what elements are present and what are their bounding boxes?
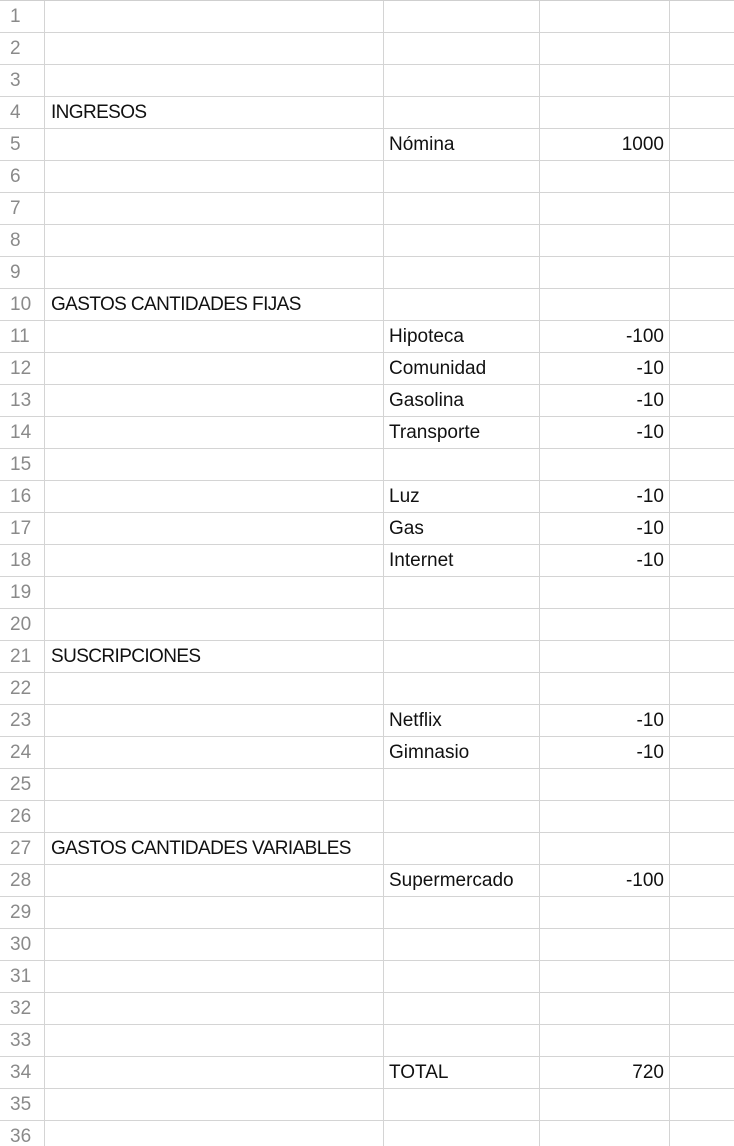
cell-column-b[interactable] (383, 65, 539, 96)
table-row (0, 129, 734, 161)
table-row (0, 929, 734, 961)
cell-column-b[interactable] (383, 33, 539, 64)
cell-column-c[interactable]: -10 (539, 353, 669, 384)
cell-column-d[interactable] (669, 1057, 734, 1088)
cell-column-a[interactable] (44, 65, 383, 96)
cell-column-d[interactable] (669, 321, 734, 352)
cell-column-c[interactable] (539, 673, 669, 704)
cell-column-d[interactable] (669, 225, 734, 256)
cell-column-d[interactable] (669, 769, 734, 800)
cell-column-b[interactable] (383, 1, 539, 32)
cell-column-b[interactable] (383, 577, 539, 608)
table-row (0, 1, 734, 33)
row-header[interactable]: 26 (0, 801, 44, 832)
cell-column-d[interactable] (669, 897, 734, 928)
cell-column-d[interactable] (669, 449, 734, 480)
cell-column-c[interactable] (539, 193, 669, 224)
table-row (0, 1025, 734, 1057)
cell-column-c[interactable] (539, 993, 669, 1024)
row-header[interactable]: 8 (0, 225, 44, 256)
table-row (0, 769, 734, 801)
cell-column-c[interactable] (539, 1121, 669, 1146)
cell-column-d[interactable] (669, 929, 734, 960)
row-header[interactable]: 36 (0, 1121, 44, 1146)
cell-column-b[interactable] (383, 1089, 539, 1120)
row-header[interactable]: 35 (0, 1089, 44, 1120)
cell-column-d[interactable] (669, 257, 734, 288)
cell-column-c[interactable]: -10 (539, 545, 669, 576)
row-header[interactable]: 5 (0, 129, 44, 160)
cell-column-a[interactable] (44, 417, 383, 448)
cell-column-c[interactable] (539, 1, 669, 32)
cell-column-a[interactable]: INGRESOS (44, 97, 383, 128)
row-header[interactable]: 32 (0, 993, 44, 1024)
table-row (0, 1089, 734, 1121)
cell-column-b[interactable] (383, 449, 539, 480)
cell-column-b[interactable] (383, 257, 539, 288)
cell-column-b[interactable] (383, 833, 539, 864)
cell-column-d[interactable] (669, 1089, 734, 1120)
cell-column-c[interactable]: 720 (539, 1057, 669, 1088)
row-header[interactable]: 4 (0, 97, 44, 128)
cell-column-a[interactable] (44, 865, 383, 896)
cell-column-d[interactable] (669, 641, 734, 672)
row-header[interactable]: 7 (0, 193, 44, 224)
row-header[interactable]: 31 (0, 961, 44, 992)
table-row (0, 289, 734, 321)
cell-column-c[interactable]: -10 (539, 705, 669, 736)
cell-column-b[interactable]: Luz (383, 481, 539, 512)
cell-column-d[interactable] (669, 193, 734, 224)
cell-column-d[interactable] (669, 289, 734, 320)
cell-column-a[interactable] (44, 481, 383, 512)
row-header[interactable]: 2 (0, 33, 44, 64)
cell-column-c[interactable] (539, 33, 669, 64)
cell-column-c[interactable] (539, 641, 669, 672)
cell-column-c[interactable] (539, 897, 669, 928)
row-header[interactable]: 20 (0, 609, 44, 640)
cell-column-c[interactable] (539, 161, 669, 192)
cell-column-c[interactable]: -10 (539, 513, 669, 544)
table-row (0, 577, 734, 609)
cell-column-d[interactable] (669, 385, 734, 416)
cell-column-d[interactable] (669, 353, 734, 384)
table-row (0, 417, 734, 449)
cell-column-c[interactable] (539, 769, 669, 800)
cell-column-a[interactable] (44, 897, 383, 928)
row-header[interactable]: 12 (0, 353, 44, 384)
cell-column-b[interactable] (383, 641, 539, 672)
cell-column-d[interactable] (669, 1121, 734, 1146)
cell-column-d[interactable] (669, 833, 734, 864)
cell-column-c[interactable]: -100 (539, 865, 669, 896)
cell-column-a[interactable] (44, 33, 383, 64)
cell-column-b[interactable] (383, 225, 539, 256)
cell-column-d[interactable] (669, 865, 734, 896)
row-header[interactable]: 15 (0, 449, 44, 480)
cell-column-c[interactable] (539, 1089, 669, 1120)
cell-column-b[interactable] (383, 769, 539, 800)
table-row (0, 737, 734, 769)
cell-column-d[interactable] (669, 993, 734, 1024)
cell-column-b[interactable]: Transporte (383, 417, 539, 448)
cell-column-b[interactable] (383, 1025, 539, 1056)
cell-column-d[interactable] (669, 673, 734, 704)
cell-column-b[interactable]: Gas (383, 513, 539, 544)
cell-column-c[interactable] (539, 1025, 669, 1056)
table-row (0, 833, 734, 865)
row-header[interactable]: 22 (0, 673, 44, 704)
cell-column-a[interactable] (44, 993, 383, 1024)
row-header[interactable]: 25 (0, 769, 44, 800)
table-row (0, 1057, 734, 1089)
cell-column-d[interactable] (669, 545, 734, 576)
row-header[interactable]: 24 (0, 737, 44, 768)
row-header[interactable]: 13 (0, 385, 44, 416)
row-header[interactable]: 9 (0, 257, 44, 288)
row-header[interactable]: 6 (0, 161, 44, 192)
cell-column-a[interactable] (44, 705, 383, 736)
cell-column-b[interactable] (383, 961, 539, 992)
table-row (0, 993, 734, 1025)
table-row (0, 353, 734, 385)
cell-column-c[interactable] (539, 961, 669, 992)
table-row (0, 65, 734, 97)
table-row (0, 513, 734, 545)
table-row (0, 673, 734, 705)
cell-column-b[interactable] (383, 289, 539, 320)
table-row (0, 97, 734, 129)
row-header[interactable]: 33 (0, 1025, 44, 1056)
cell-column-a[interactable] (44, 737, 383, 768)
cell-column-b[interactable]: Netflix (383, 705, 539, 736)
cell-column-c[interactable]: -10 (539, 481, 669, 512)
cell-column-a[interactable] (44, 929, 383, 960)
cell-column-a[interactable]: GASTOS CANTIDADES FIJAS (44, 289, 383, 320)
row-header[interactable]: 3 (0, 65, 44, 96)
cell-column-a[interactable] (44, 961, 383, 992)
cell-column-d[interactable] (669, 1, 734, 32)
cell-column-c[interactable] (539, 449, 669, 480)
cell-column-d[interactable] (669, 1025, 734, 1056)
cell-column-c[interactable] (539, 833, 669, 864)
cell-column-d[interactable] (669, 961, 734, 992)
cell-column-b[interactable] (383, 193, 539, 224)
row-header[interactable]: 11 (0, 321, 44, 352)
cell-column-c[interactable] (539, 929, 669, 960)
cell-column-d[interactable] (669, 481, 734, 512)
cell-column-b[interactable] (383, 929, 539, 960)
row-header[interactable]: 19 (0, 577, 44, 608)
cell-column-a[interactable] (44, 353, 383, 384)
cell-column-b[interactable] (383, 161, 539, 192)
cell-column-a[interactable] (44, 1057, 383, 1088)
table-row (0, 641, 734, 673)
cell-column-b[interactable] (383, 97, 539, 128)
row-header[interactable]: 21 (0, 641, 44, 672)
cell-column-d[interactable] (669, 33, 734, 64)
cell-column-a[interactable] (44, 257, 383, 288)
row-header[interactable]: 29 (0, 897, 44, 928)
cell-column-b[interactable] (383, 609, 539, 640)
cell-column-a[interactable] (44, 161, 383, 192)
cell-column-d[interactable] (669, 129, 734, 160)
table-row (0, 33, 734, 65)
row-header[interactable]: 10 (0, 289, 44, 320)
cell-column-a[interactable] (44, 225, 383, 256)
cell-column-b[interactable]: Hipoteca (383, 321, 539, 352)
cell-column-c[interactable] (539, 225, 669, 256)
cell-column-a[interactable] (44, 769, 383, 800)
table-row (0, 545, 734, 577)
cell-column-a[interactable] (44, 193, 383, 224)
table-row (0, 385, 734, 417)
cell-column-b[interactable] (383, 897, 539, 928)
cell-column-c[interactable]: -10 (539, 737, 669, 768)
table-row (0, 193, 734, 225)
cell-column-a[interactable]: SUSCRIPCIONES (44, 641, 383, 672)
cell-column-d[interactable] (669, 513, 734, 544)
cell-column-a[interactable] (44, 385, 383, 416)
cell-column-a[interactable] (44, 449, 383, 480)
table-row (0, 321, 734, 353)
table-row (0, 257, 734, 289)
table-row (0, 897, 734, 929)
table-row (0, 225, 734, 257)
cell-column-b[interactable] (383, 993, 539, 1024)
cell-column-c[interactable] (539, 289, 669, 320)
cell-column-d[interactable] (669, 737, 734, 768)
table-row (0, 609, 734, 641)
table-row (0, 865, 734, 897)
cell-column-a[interactable] (44, 1121, 383, 1146)
cell-column-c[interactable]: -10 (539, 417, 669, 448)
cell-column-a[interactable] (44, 801, 383, 832)
row-header[interactable]: 23 (0, 705, 44, 736)
table-row (0, 961, 734, 993)
cell-column-c[interactable] (539, 65, 669, 96)
cell-column-a[interactable] (44, 1089, 383, 1120)
cell-column-c[interactable]: 1000 (539, 129, 669, 160)
cell-column-d[interactable] (669, 417, 734, 448)
cell-column-d[interactable] (669, 161, 734, 192)
cell-column-c[interactable] (539, 257, 669, 288)
cell-column-d[interactable] (669, 705, 734, 736)
cell-column-d[interactable] (669, 609, 734, 640)
table-row (0, 1121, 734, 1146)
cell-column-a[interactable] (44, 1, 383, 32)
table-row (0, 449, 734, 481)
cell-column-a[interactable] (44, 1025, 383, 1056)
row-header[interactable]: 1 (0, 1, 44, 32)
table-row (0, 705, 734, 737)
cell-column-d[interactable] (669, 97, 734, 128)
cell-column-d[interactable] (669, 577, 734, 608)
row-header[interactable]: 27 (0, 833, 44, 864)
cell-column-a[interactable]: GASTOS CANTIDADES VARIABLES (44, 833, 383, 864)
cell-column-d[interactable] (669, 65, 734, 96)
row-header[interactable]: 28 (0, 865, 44, 896)
table-row (0, 161, 734, 193)
cell-column-a[interactable] (44, 609, 383, 640)
row-header[interactable]: 34 (0, 1057, 44, 1088)
cell-column-a[interactable] (44, 513, 383, 544)
cell-column-d[interactable] (669, 801, 734, 832)
cell-column-c[interactable]: -10 (539, 385, 669, 416)
row-header[interactable]: 18 (0, 545, 44, 576)
table-row (0, 481, 734, 513)
cell-column-b[interactable]: Nómina (383, 129, 539, 160)
cell-column-b[interactable]: Internet (383, 545, 539, 576)
table-row (0, 801, 734, 833)
cell-column-a[interactable] (44, 129, 383, 160)
cell-column-c[interactable] (539, 577, 669, 608)
cell-column-b[interactable] (383, 673, 539, 704)
cell-column-b[interactable] (383, 1121, 539, 1146)
cell-column-b[interactable]: Gasolina (383, 385, 539, 416)
cell-column-a[interactable] (44, 545, 383, 576)
cell-column-c[interactable] (539, 97, 669, 128)
row-header[interactable]: 14 (0, 417, 44, 448)
cell-column-c[interactable] (539, 801, 669, 832)
cell-column-b[interactable]: Comunidad (383, 353, 539, 384)
row-header[interactable]: 30 (0, 929, 44, 960)
cell-column-b[interactable] (383, 801, 539, 832)
cell-column-b[interactable]: Gimnasio (383, 737, 539, 768)
cell-column-c[interactable]: -100 (539, 321, 669, 352)
cell-column-c[interactable] (539, 609, 669, 640)
cell-column-a[interactable] (44, 673, 383, 704)
cell-column-b[interactable]: TOTAL (383, 1057, 539, 1088)
cell-column-b[interactable]: Supermercado (383, 865, 539, 896)
cell-column-a[interactable] (44, 577, 383, 608)
row-header[interactable]: 16 (0, 481, 44, 512)
cell-column-a[interactable] (44, 321, 383, 352)
row-header[interactable]: 17 (0, 513, 44, 544)
